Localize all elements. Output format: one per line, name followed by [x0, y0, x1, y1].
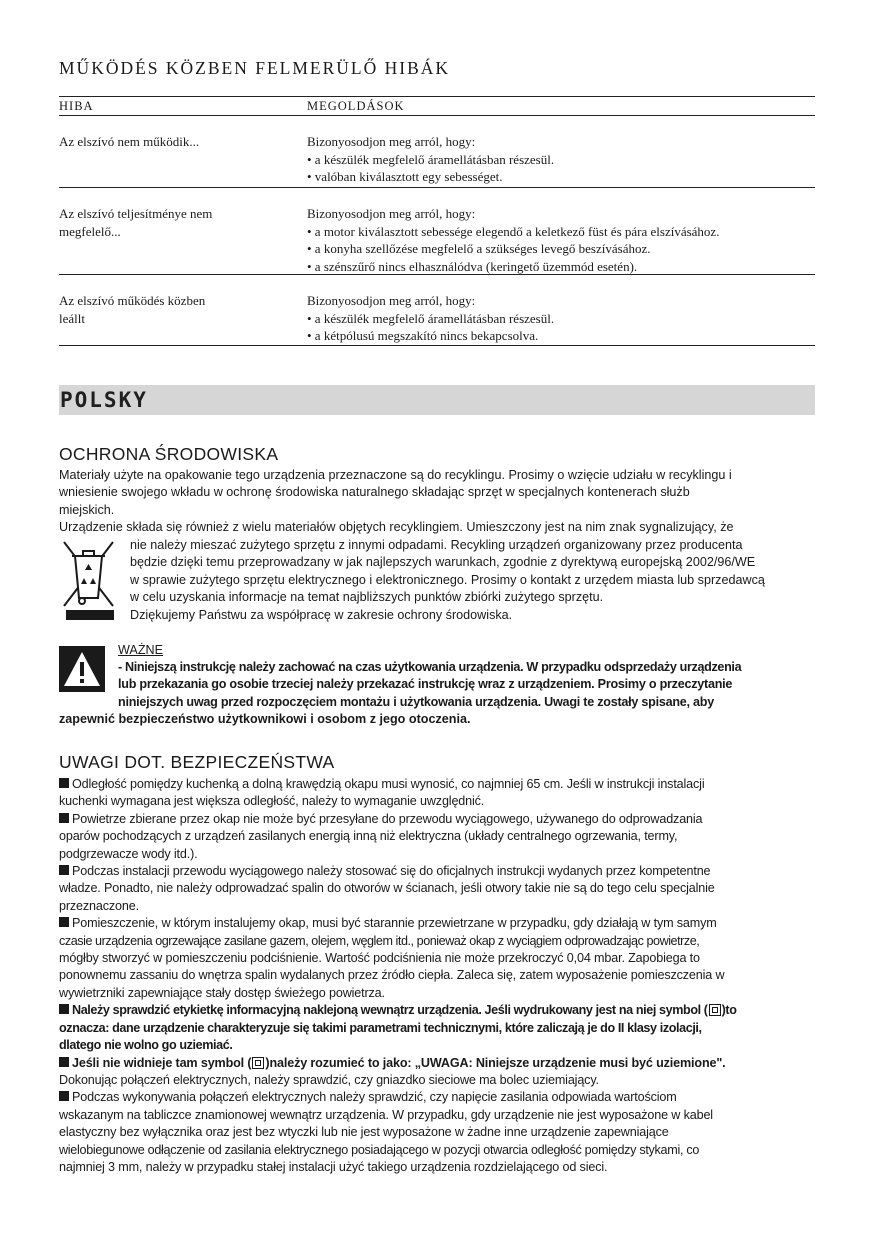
safety-heading: UWAGI DOT. BEZPIECZEŃSTWA: [59, 752, 335, 772]
warning-icon: [59, 646, 105, 692]
bullet-square-icon: [59, 917, 69, 927]
text-line: kuchenki wymagana jest większa odległość, należy to wymaganie uwzględnić.: [59, 794, 485, 809]
text-line: [59, 1055, 815, 1072]
fault-text: Az elszívó működés közben: [59, 293, 206, 308]
safety-item: [59, 915, 815, 1002]
text-run: Pomieszczenie, w którym instalujemy okap, musi być starannie przewietrzane w przypadku, gdy działają w tym samym: [72, 916, 717, 931]
text-run: Podczas instalacji przewodu wyciągowego należy stosować się do oficjalnych instrukcji wydanych przez kompetentne: [72, 864, 711, 879]
table-row: [59, 275, 815, 346]
language-band: [59, 385, 815, 415]
language-label: POLSKY: [60, 388, 148, 412]
solution-line: • a motor kiválasztott sebessége elegendő a keletkező füst és pára elszívásához.: [307, 223, 720, 239]
text-run: )należy rozumieć to jako: „UWAGA: Niniejsze urządzenie musi być uziemione".: [265, 1055, 726, 1070]
text-line: wielobiegunowe odłączenie od zasilania elektrycznego posiadającego w pozycji otwarcia odległość pomiędzy stykami, co: [59, 1142, 700, 1157]
solution-line: • a készülék megfelelő áramellátásban részesül.: [307, 310, 555, 326]
text-line: podgrzewacze wody itd.).: [59, 846, 198, 861]
env-recycling-text: [130, 537, 815, 624]
bullet-square-icon: [59, 865, 69, 875]
text-line: [59, 776, 815, 793]
text-line: miejskich.: [59, 502, 115, 517]
env-paragraph: [59, 467, 815, 537]
column-header-fault: HIBA: [59, 99, 94, 113]
weee-crossed-bin-icon: [61, 538, 119, 626]
important-label: WAŻNE: [118, 643, 164, 657]
solution-line: • a készülék megfelelő áramellátásban részesül.: [307, 151, 555, 167]
text-line: przeznaczone.: [59, 898, 139, 913]
text-line: wywietrzniki zapewniające stały dostęp świeżego powietrza.: [59, 985, 385, 1000]
important-last-line: zapewnić bezpieczeństwo użytkownikowi i osobom z jego otoczenia.: [59, 712, 471, 726]
bullet-square-icon: [59, 778, 69, 788]
text-line: Urządzenie składa się również z wielu materiałów objętych recyklingiem. Umieszczony jest na nim znak sygnalizujący, że: [59, 520, 734, 535]
safety-item: [59, 776, 815, 811]
bullet-square-icon: [59, 1091, 69, 1101]
text-line: nie należy mieszać zużytego sprzętu z innymi odpadami. Recykling urządzeń organizowany przez producenta: [130, 538, 743, 552]
text-run: Należy sprawdzić etykietkę informacyjną naklejoną wewnątrz urządzenia. Jeśli wydrukowany jest na niej symbol (: [72, 1003, 708, 1018]
solution-line: Bizonyosodjon meg arról, hogy:: [307, 293, 476, 308]
text-line: Dziękujemy Państwu za współpracę w zakresie ochrony środowiska.: [130, 607, 513, 622]
solution-line: Bizonyosodjon meg arról, hogy:: [307, 134, 476, 149]
solution-line: • a szénszűrő nincs elhasználódva (keringető üzemmód esetén).: [307, 258, 638, 274]
text-line: [59, 811, 815, 828]
text-line: oznacza: dane urządzenie charakteryzuje się takimi parametrami technicznymi, które zaliczają je do II klasy izolacji,: [59, 1020, 702, 1035]
text-line: - Niniejszą instrukcję należy zachować na czas użytkowania urządzenia. W przypadku odsprzedaży urządzenia: [118, 660, 742, 674]
text-line: niniejszych uwag przed rozpoczęciem montażu i użytkowania urządzenia. Uwagi te zostały spisane, aby: [118, 694, 714, 709]
fault-cell: [59, 133, 307, 187]
text-line: w sprawie zużytego sprzętu elektrycznego i elektronicznego. Prosimy o kontakt z urzędem miasta lub sprzedawcą: [130, 572, 765, 587]
column-header-solutions: MEGOLDÁSOK: [307, 99, 405, 113]
text-line: [59, 1002, 815, 1019]
fault-cell: [59, 205, 307, 274]
fault-text: Az elszívó nem működik...: [59, 134, 200, 149]
safety-item: [59, 811, 815, 863]
solutions-cell: [307, 292, 815, 345]
solutions-cell: [307, 205, 815, 274]
text-line: [59, 915, 815, 932]
text-line: wniesienie swojego wkładu w ochronę środowiska naturalnego składając sprzęt w specjalnych kontenerach służb: [59, 485, 690, 500]
double-insulation-symbol-icon: [709, 1004, 721, 1016]
fault-text: Az elszívó teljesítménye nem: [59, 206, 213, 221]
important-text: [118, 659, 815, 711]
text-line: Materiały użyte na opakowanie tego urządzenia przeznaczone są do recyklingu. Prosimy o wzięcie udziału w recyklingu i: [59, 468, 732, 482]
text-run: Powietrze zbierane przez okap nie może być przesyłane do przewodu wyciągowego, używanego do odprowadzania: [72, 811, 703, 826]
table-row: [59, 188, 815, 275]
text-line: ponownemu zassaniu do wnętrza spalin wydalanych przez źródło ciepła. Zaleca się, zatem wyposażenie pomieszczenia w: [59, 968, 725, 983]
text-line: czasie urządzenia ogrzewające zasilane gazem, olejem, węglem itd., ponieważ okap z wyciągiem odprowadzając powietrze,: [59, 933, 700, 948]
text-line: dlatego nie wolno go uziemiać.: [59, 1038, 233, 1053]
fault-cell: [59, 292, 307, 345]
safety-item-earthing: [59, 1055, 815, 1090]
text-line: Dokonując połączeń elektrycznych, należy sprawdzić, czy gniazdko sieciowe ma bolec uziemiający.: [59, 1072, 599, 1087]
safety-item: [59, 1089, 815, 1176]
table-row: [59, 116, 815, 188]
solutions-cell: [307, 133, 815, 187]
text-line: władze. Ponadto, nie należy odprowadzać spalin do otworów w ścianach, jeśli otwory takie nie są do tego celu specjalnie: [59, 881, 715, 896]
solution-line: • a konyha szellőzése megfelelő a szükséges levegő beszívásához.: [307, 241, 651, 256]
double-insulation-symbol-icon: [252, 1057, 264, 1069]
text-line: wskazanym na tabliczce znamionowej wewnątrz urządzenia. W przypadku, gdy urządzenie nie jest wyposażone w kabel: [59, 1107, 713, 1122]
solution-line: • a kétpólusú megszakító nincs bekapcsolva.: [307, 328, 539, 343]
solution-line: Bizonyosodjon meg arról, hogy:: [307, 206, 476, 221]
safety-list: [59, 776, 815, 1176]
bullet-square-icon: [59, 813, 69, 823]
bullet-square-icon: [59, 1004, 69, 1014]
text-line: oparów pochodzących z urządzeń zasilanych energią inną niż elektryczna (układy centralnego ogrzewania, termy,: [59, 829, 678, 844]
text-line: lub przekazania go osobie trzeciej należy przekazać instrukcję wraz z urządzeniem. Prosimy o przeczytanie: [118, 677, 733, 692]
fault-text: megfelelő...: [59, 223, 121, 239]
text-line: elastyczny bez wyłącznika oraz jest bez wtyczki lub nie jest wyposażone w żadne inne urządzenie zapewniające: [59, 1125, 669, 1140]
fault-text: leállt: [59, 310, 85, 326]
text-line: [59, 1089, 815, 1106]
text-run: Podczas wykonywania połączeń elektrycznych należy sprawdzić, czy napięcie zasilania odpowiada wartościom: [72, 1090, 677, 1105]
text-run: Jeśli nie widnieje tam symbol (: [72, 1055, 252, 1070]
solution-line: • valóban kiválasztott egy sebességet.: [307, 169, 503, 184]
text-line: w celu uzyskania informacje na temat najbliższych punktów zbiórki zużytego sprzętu.: [130, 590, 604, 605]
safety-item: [59, 863, 815, 915]
safety-item-label: [59, 1002, 815, 1054]
text-run: Odległość pomiędzy kuchenką a dolną krawędzią okapu musi wynosić, co najmniej 65 cm. Jeśli w instrukcji instalacji: [72, 777, 705, 791]
text-line: najmniej 3 mm, należy w przypadku stałej instalacji użyć takiego urządzenia rozdzielającego od sieci.: [59, 1159, 608, 1174]
table-header: [59, 96, 815, 116]
bullet-square-icon: [59, 1057, 69, 1067]
text-line: będzie dzięki temu przeprowadzany w jak najlepszych warunkach, zgodnie z dyrektywą europejską 2002/96/WE: [130, 555, 756, 570]
text-run: )to: [721, 1003, 737, 1018]
troubleshooting-table: [59, 96, 815, 346]
env-heading: OCHRONA ŚRODOWISKA: [59, 444, 279, 464]
text-line: [59, 863, 815, 880]
text-line: mógłby stworzyć w pomieszczeniu podciśnienie. Wartość podciśnienia nie może przekroczyć 0,04 mbar. Zapobiega to: [59, 951, 700, 966]
hu-section-title: MŰKÖDÉS KÖZBEN FELMERÜLŐ HIBÁK: [59, 58, 451, 78]
